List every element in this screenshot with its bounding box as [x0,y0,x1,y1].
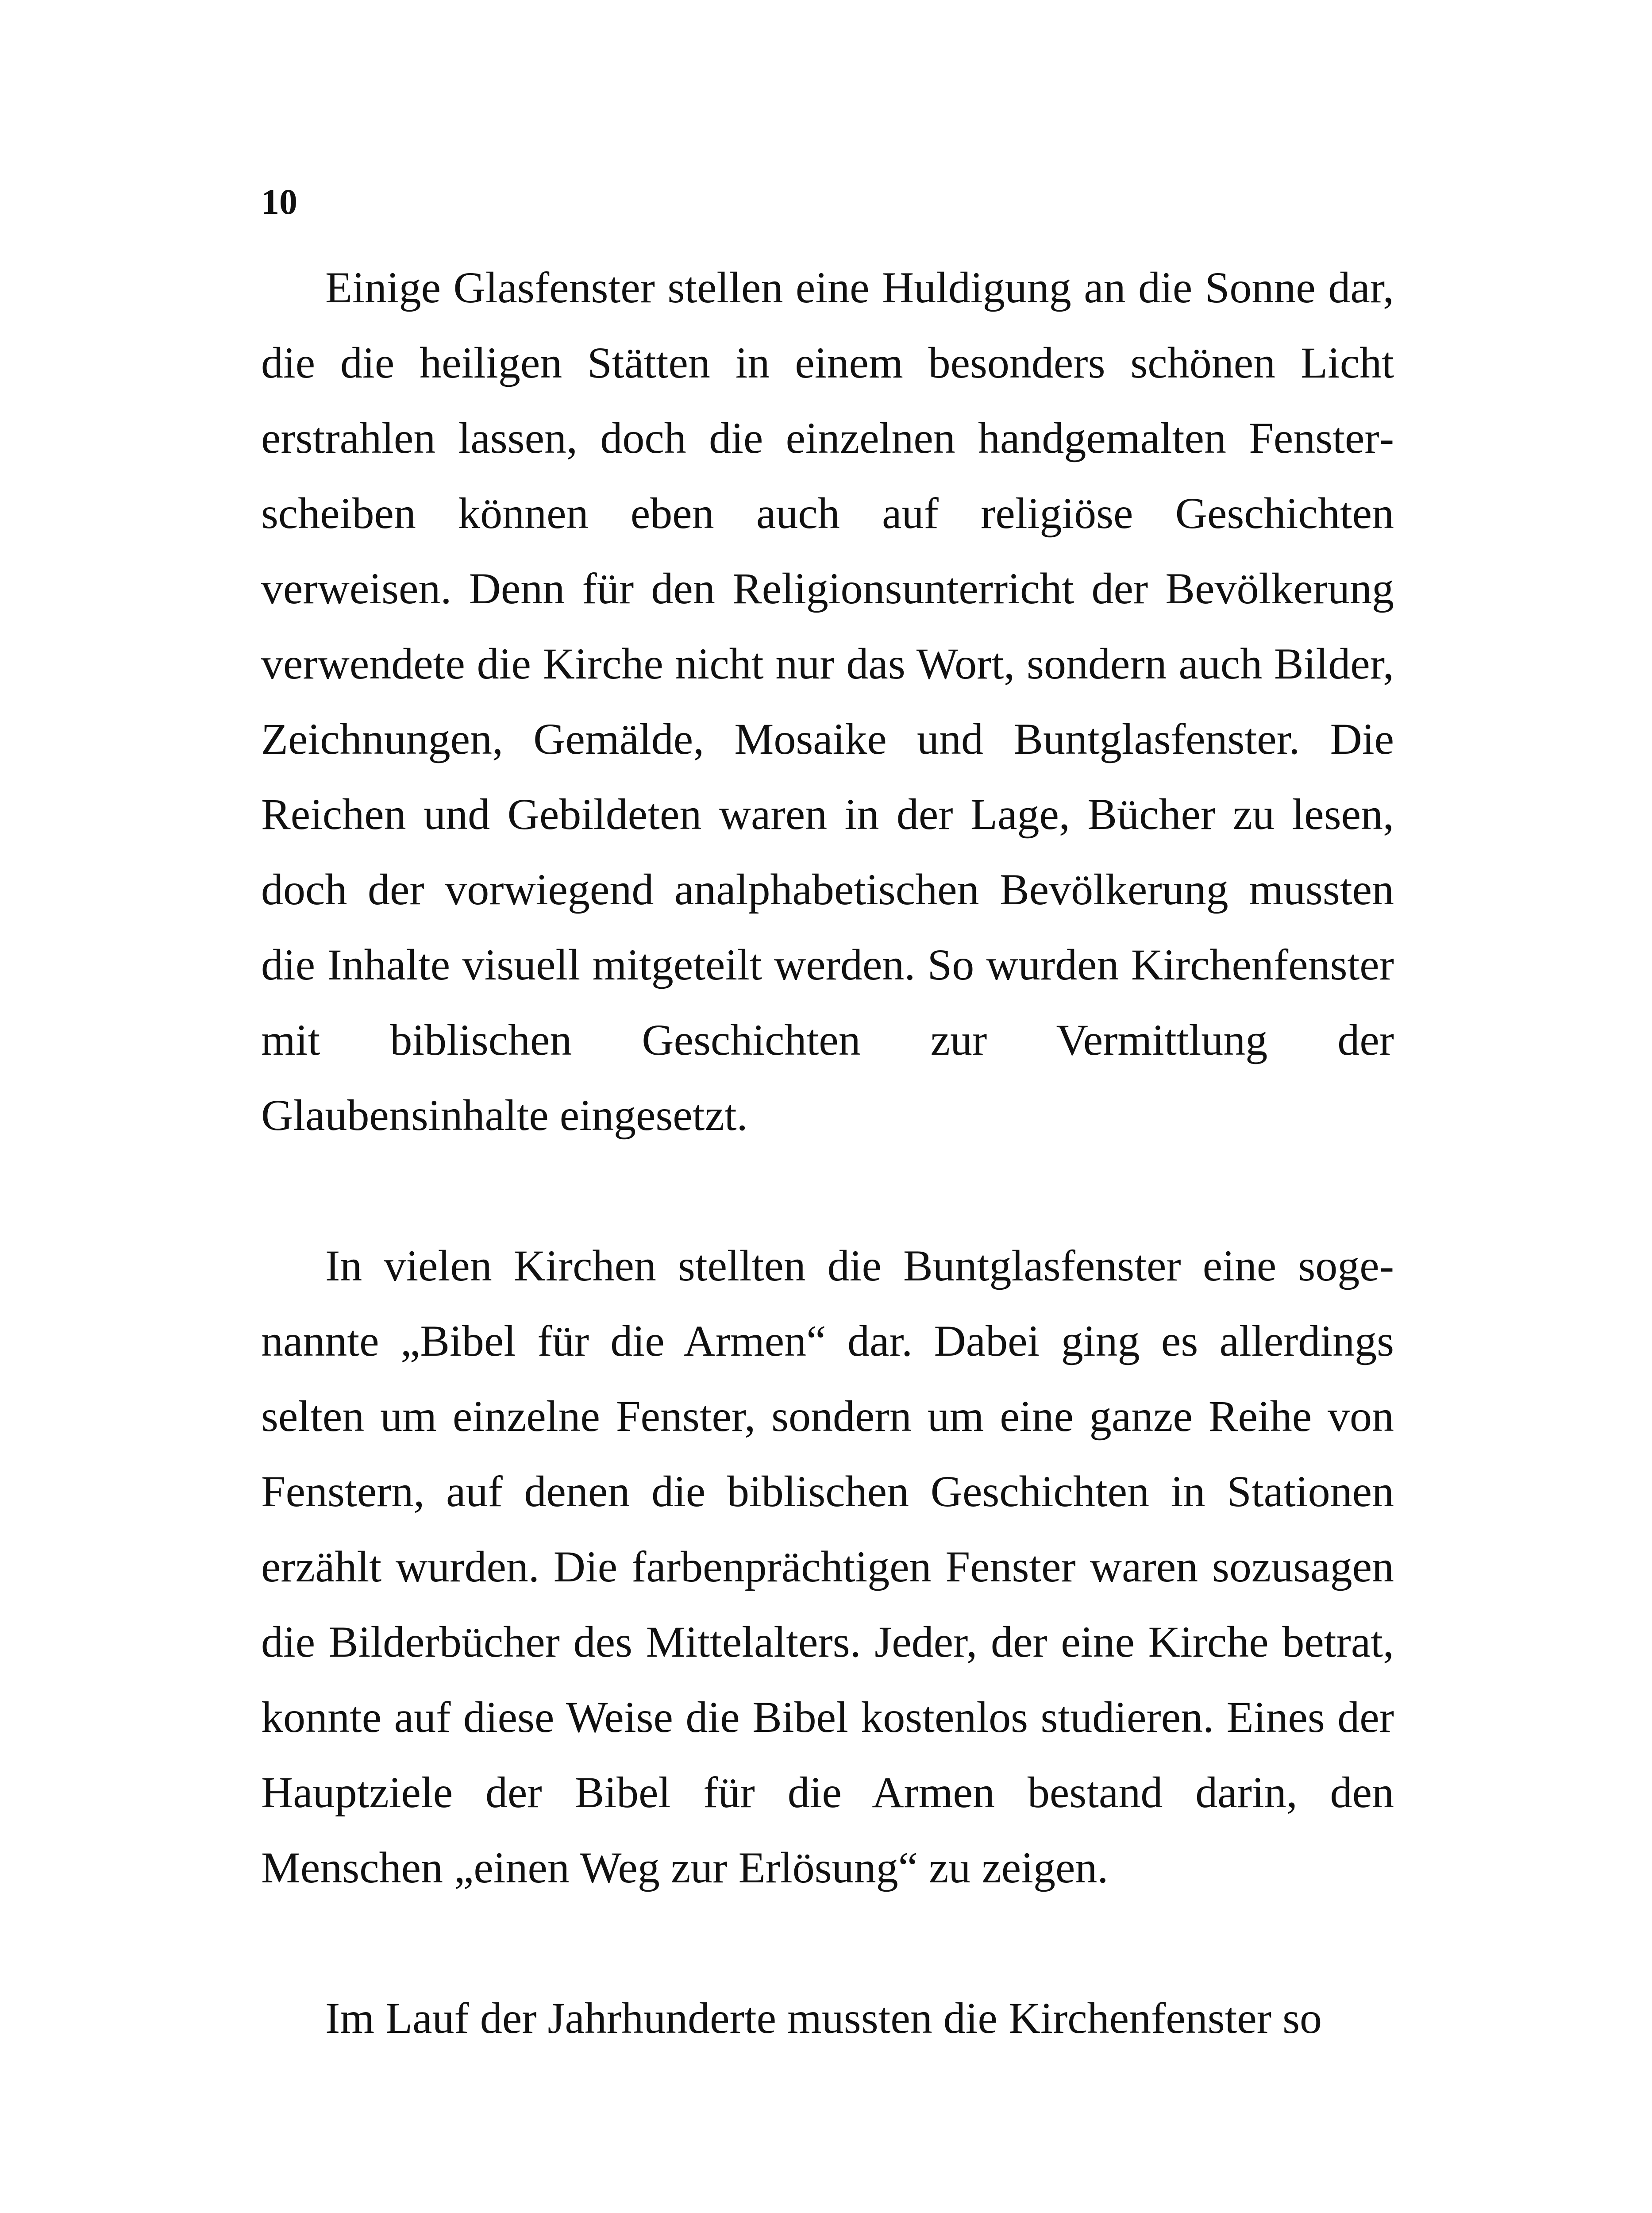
page-number: 10 [261,181,297,222]
paragraph-2: In vielen Kirchen stellten die Buntglasfenster eine sogenannte „Bibel für die Armen“ dar. Dabei ging es allerdings selten um einzelne Fenster, sondern um eine ganze Reihe von Fenstern, auf denen die biblischen Geschichten in Stationen erzählt wurden. Die farbenprächtigen Fenster waren sozusagen die Bilderbücher des Mittelalters. Jeder, der eine Kirche betrat, konnte auf diese Weise die Bibel kostenlos studieren. Eines der Hauptziele der Bibel für die Armen bestand darin, den Menschen „einen Weg zur Erlösung“ zu zeigen. [261,1241,1394,1892]
paragraph-3: Im Lauf der Jahrhunderte mussten die Kirchenfenster so [325,1993,1322,2043]
page-body [261,250,1394,2056]
paragraph-1: Einige Glasfenster stellen eine Huldigung an die Sonne dar, die die heiligen Stätten in einem besonders schönen Licht erstrahlen lassen, doch die einzelnen handgemalten Fensterscheiben können eben auch auf religiöse Geschichten verweisen. Denn für den Religionsunterricht der Bevölkerung verwendete die Kirche nicht nur das Wort, sondern auch Bilder, Zeichnungen, Gemälde, Mosaike und Buntglasfenster. Die Reichen und Gebildeten waren in der Lage, Bücher zu lesen, doch der vorwiegend analphabetischen Bevölkerung mussten die Inhalte visuell mitgeteilt werden. So wurden Kirchenfenster mit biblischen Geschichten zur Vermittlung der Glaubensinhalte eingesetzt. [261,263,1394,1140]
